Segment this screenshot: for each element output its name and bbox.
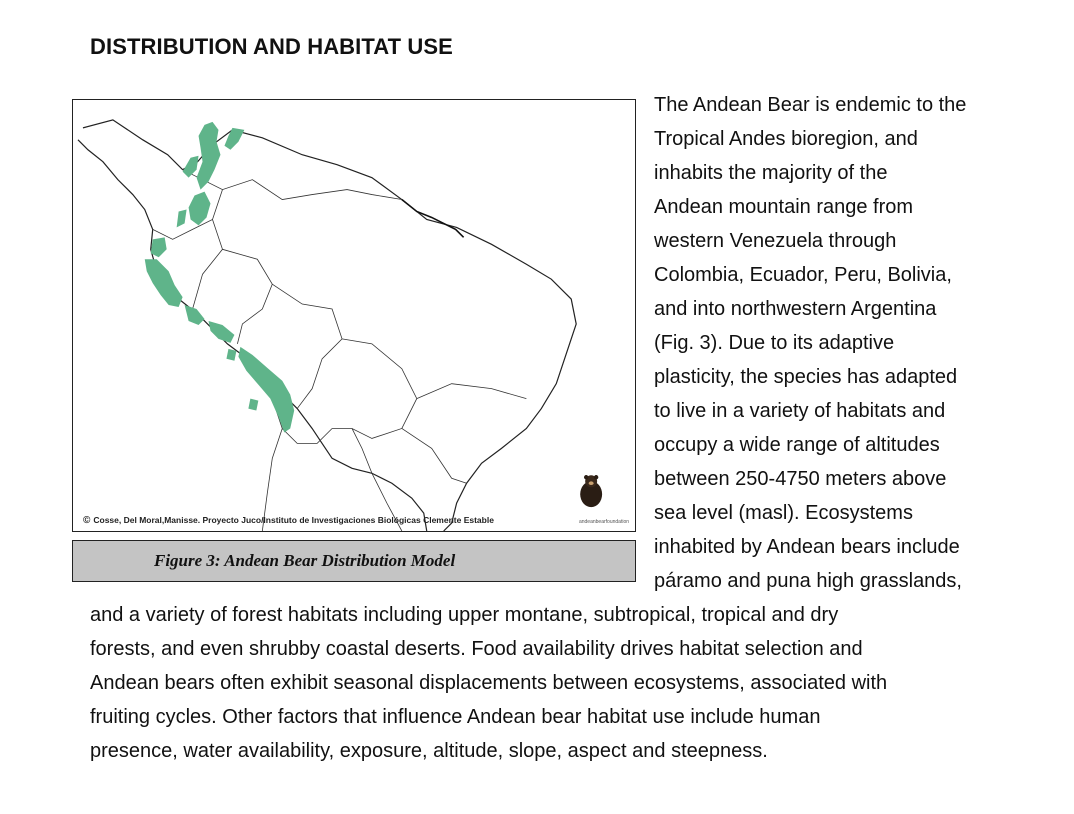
text-line: occupy a wide range of altitudes (654, 434, 940, 456)
northeast-coast-detail (402, 200, 464, 238)
figure-caption (72, 540, 636, 582)
text-line: western Venezuela through (654, 230, 897, 252)
distribution-map (72, 99, 636, 532)
text-line: The Andean Bear is endemic to the (654, 94, 967, 116)
text-line: Tropical Andes bioregion, and (654, 128, 918, 150)
text-line: presence, water availability, exposure, altitude, slope, aspect and steepness. (90, 740, 768, 762)
text-line: forests, and even shrubby coastal deserts. Food availability drives habitat selection and (90, 638, 863, 660)
continent-outline (78, 120, 576, 531)
text-line: plasticity, the species has adapted (654, 366, 958, 388)
text-line: Andean mountain range from (654, 196, 914, 218)
text-line: Andean bears often exhibit seasonal displacements between ecosystems, associated with (90, 672, 888, 694)
map-drawing (73, 100, 635, 531)
body-paragraph (90, 598, 1050, 768)
text-line: and a variety of forest habitats including upper montane, subtropical, tropical and dry (90, 604, 839, 626)
bear-range (145, 122, 294, 433)
credit-text: Cosse, Del Moral,Manisse. Proyecto Juco/Instituto de Investigaciones Biológicas Clemente Estable (93, 515, 494, 525)
caption-text: Figure 3: Andean Bear Distribution Model (154, 551, 456, 570)
text-line: Colombia, Ecuador, Peru, Bolivia, (654, 264, 952, 286)
text-line: fruiting cycles. Other factors that influence Andean bear habitat use include human (90, 706, 821, 728)
country-borders (153, 170, 527, 531)
text-line: and into northwestern Argentina (654, 298, 937, 320)
text-line: páramo and puna high grasslands, (654, 570, 962, 592)
text-line: inhabits the majority of the (654, 162, 888, 184)
text-line: (Fig. 3). Due to its adaptive (654, 332, 895, 354)
text-line: inhabited by Andean bears include (654, 536, 960, 558)
side-paragraph (654, 88, 1014, 598)
text-line: to live in a variety of habitats and (654, 400, 946, 422)
andean-bear-logo-icon (580, 475, 602, 507)
map-credit (83, 515, 494, 526)
text-line: between 250-4750 meters above (654, 468, 947, 490)
logo-text: andeanbearfoundation (578, 519, 629, 525)
copyright-symbol: © (83, 515, 91, 526)
section-heading: DISTRIBUTION AND HABITAT USE (90, 34, 453, 59)
text-line: sea level (masl). Ecosystems (654, 502, 913, 524)
